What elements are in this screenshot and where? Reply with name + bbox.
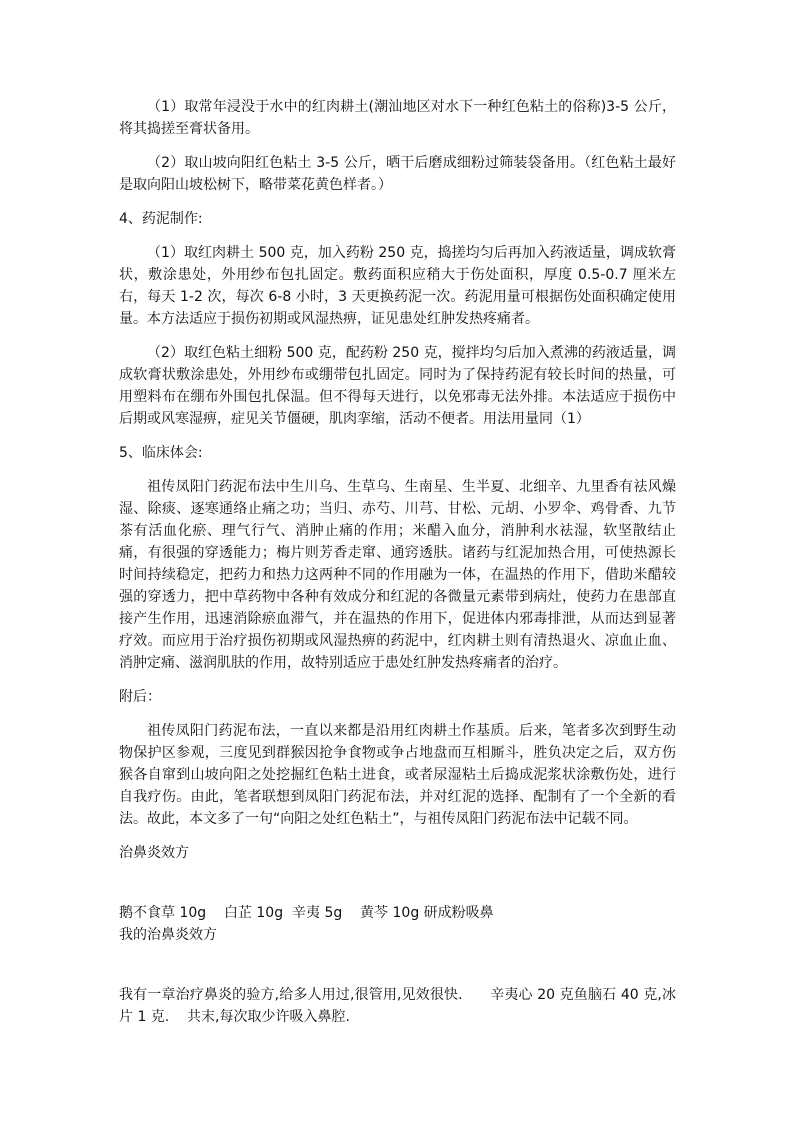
heading-appendix: 附后： [119, 689, 161, 705]
paragraph-appendix: 祖传凤阳门药泥布法，一直以来都是沿用红肉耕土作基质。后来，笔者多次到野生动物保护区参观，三度见到群猴因抢争食物或争占地盘而互相厮斗，胜负决定之后，双方伤猴各自窜到山坡向阳之处挖掘红色粘土进食，或者尿湿粘土后捣成泥浆状涂敷伤处，进行自我疗伤。由此，笔者联想到凤阳门药泥布法，并对红泥的选择、配制有了一个全新的看法。故此，本文多了一句“向阳之处红色粘土”，与祖传凤阳门药泥布法中记载不同。 [119, 723, 676, 827]
paragraph-step-1: （1）取常年浸没于水中的红肉耕土(潮汕地区对水下一种红色粘土的俗称)3-5 公斤，将其捣搓至膏状备用。 [119, 99, 676, 137]
paragraph-clinical: 祖传凤阳门药泥布法中生川乌、生草乌、生南星、生半夏、北细辛、九里香有祛风燥湿、除痰、逐寒通络止痛之功；当归、赤芍、川芎、甘松、元胡、小罗伞、鸡骨香、九节茶有活血化瘀、理气行气、消肿止痛的作用；米醋入血分，消肿利水祛湿，软坚散结止痛，有很强的穿透能力；梅片则芳香走窜、通窍透肤。诸药与红泥加热合用，可使热源长时间持续稳定，把药力和热力这两种不同的作用融为一体，在温热的作用下，借助米醋较强的穿透力，把中草药物中各种有效成分和红泥的各微量元素带到病灶，使药力在患部直接产生作用，迅速消除瘀血滞气，并在温热的作用下，促进体内邪毒排泄，从而达到显著疗效。而应用于治疗损伤初期或风湿热痹的药泥中，红肉耕土则有清热退火、凉血止血、消肿定痛、滋润肌肤的作用，故特别适应于患处红肿发热疼痛者的治疗。 [119, 479, 676, 671]
document-page [119, 96, 676, 1040]
herb-list: 鹅不食草 10g 白芷 10g 辛夷 5g 黄芩 10g 研成粉吸鼻 [119, 905, 494, 921]
paragraph-preparation-2: （2）取红色粘土细粉 500 克，配药粉 250 克，搅拌均匀后加入煮沸的药液适量，调成软膏状敷涂患处，外用纱布或绷带包扎固定。同时为了保持药泥有较长时间的热量，可用塑料布在绷布外围包扎保温。但不得每天进行，以免邪毒无法外排。本法适应于损伤中后期或风寒湿痹，症见关节僵硬，肌肉挛缩，活动不便者。用法用量同（1） [119, 345, 676, 427]
paragraph-step-2: （2）取山坡向阳红色粘土 3-5 公斤，晒干后磨成细粉过筛装袋备用。（红色粘土最好是取向阳山坡松树下，略带菜花黄色样者。） [119, 155, 676, 193]
heading-mud-preparation: 4、药泥制作: [119, 211, 203, 227]
heading-clinical-experience: 5、临床体会: [119, 445, 203, 461]
heading-rhinitis-remedy: 治鼻炎效方 [119, 845, 189, 861]
heading-my-rhinitis-remedy: 我的治鼻炎效方 [119, 927, 217, 943]
paragraph-preparation-1: （1）取红肉耕土 500 克，加入药粉 250 克，捣搓均匀后再加入药液适量，调成软膏状，敷涂患处，外用纱布包扎固定。敷药面积应稍大于伤处面积，厚度 0.5-0.7 厘米左右，每天 1-2 次，每次 6-8 小时，3 天更换药泥一次。药泥用量可根据伤处面积确定使用量。本方法适应于损伤初期或风湿热痹，证见患处红肿发热疼痛者。 [119, 245, 676, 327]
paragraph-remedy: 我有一章治疗鼻炎的验方,给多人用过,很管用,见效很快. 辛夷心 20 克鱼脑石 40 克,冰片 1 克. 共末,每次取少许吸入鼻腔. [119, 987, 676, 1025]
